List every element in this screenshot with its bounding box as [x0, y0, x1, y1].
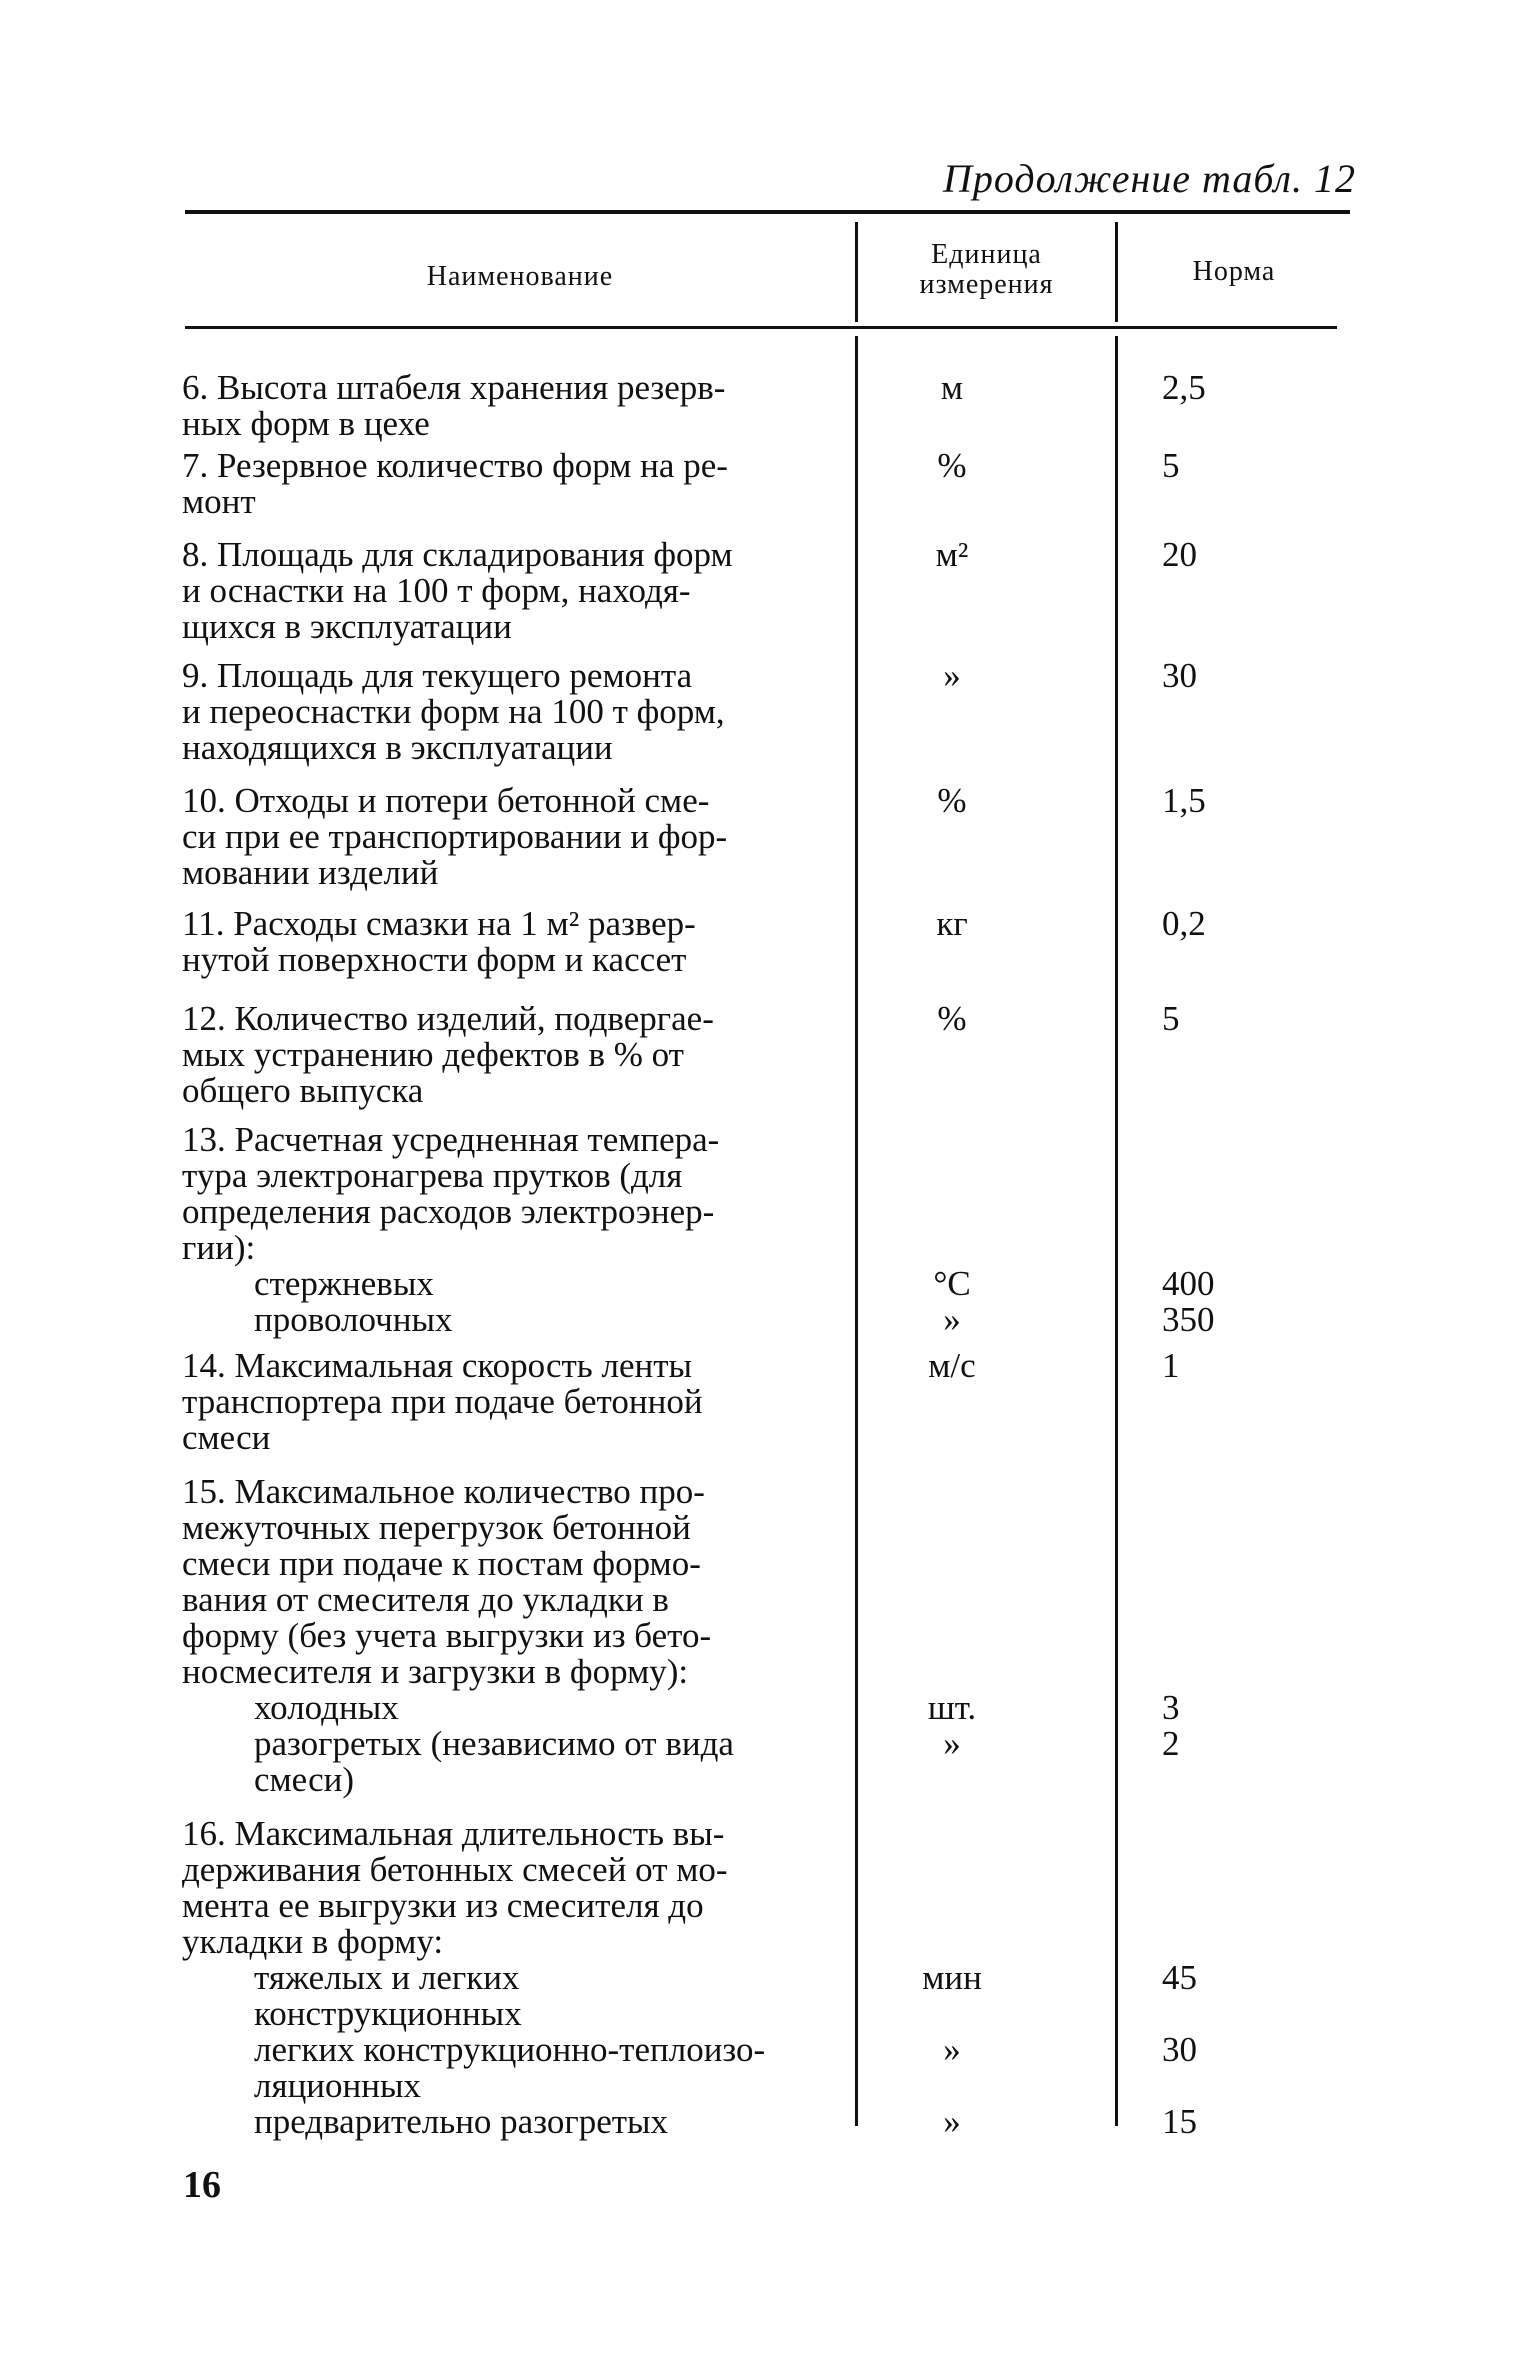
row-name-line: носмесителя и загрузки в форму):: [182, 1652, 689, 1691]
row-unit: %: [937, 446, 967, 485]
row-norm: 1: [1162, 1346, 1180, 1385]
row-unit: %: [937, 999, 967, 1038]
row-name-line: определения расходов электроэнер-: [182, 1192, 715, 1231]
header-name: Наименование: [426, 261, 614, 292]
row-unit: м/с: [928, 1346, 976, 1385]
row-name: [182, 1816, 822, 2140]
row-name-line: тура электронагрева прутков (для: [182, 1156, 683, 1195]
row-unit: м²: [935, 535, 969, 574]
row-name-line: находящихся в эксплуатации: [182, 728, 613, 767]
row-name-line: форму (без учета выгрузки из бето-: [182, 1616, 712, 1655]
row-name-line: и переоснастки форм на 100 т форм,: [182, 692, 725, 731]
row-name: [182, 658, 822, 766]
row-name: [182, 1122, 822, 1338]
row-sub-label: легких конструкционно-теплоизо-: [254, 2030, 766, 2069]
row-name-line: транспортера при подаче бетонной: [182, 1382, 703, 1421]
row-norm: 0,2: [1162, 904, 1206, 943]
row-sub-label: холодных: [254, 1688, 399, 1727]
row-name-line: щихся в эксплуатации: [182, 607, 512, 646]
row-name-line: мых устранению дефектов в % от: [182, 1035, 684, 1074]
row-sub-label: проволочных: [254, 1300, 453, 1339]
row-sub-label: тяжелых и легких: [254, 1958, 520, 1997]
header-norm: Норма: [1192, 256, 1276, 287]
row-sub-unit: шт.: [927, 1688, 977, 1727]
row-sub-label: разогретых (независимо от вида: [254, 1724, 734, 1763]
row-name-line: 6. Высота штабеля хранения резерв-: [182, 368, 726, 407]
row-sub-label: стержневых: [254, 1264, 434, 1303]
row-sub-norm: 400: [1162, 1264, 1215, 1303]
row-sub-unit: »: [943, 1300, 961, 1339]
row-norm: 30: [1162, 656, 1197, 695]
row-sub-unit: »: [943, 2102, 961, 2141]
row-name-line: ных форм в цехе: [182, 404, 430, 443]
row-name-line: монт: [182, 482, 256, 521]
row-name-line: 16. Максимальная длительность вы-: [182, 1814, 725, 1853]
row-name: [182, 448, 822, 520]
row-name-line: держивания бетонных смесей от мо-: [182, 1850, 728, 1889]
row-name: [182, 1001, 822, 1109]
row-name-line: общего выпуска: [182, 1071, 424, 1110]
row-sub-label-cont: конструкционных: [254, 1994, 522, 2033]
page-number: 16: [183, 2164, 221, 2206]
row-name-line: 8. Площадь для складирования форм: [182, 535, 733, 574]
row-unit: »: [943, 656, 961, 695]
body-divider-2: [1115, 336, 1118, 2126]
row-norm: 1,5: [1162, 781, 1206, 820]
row-sub-norm: 30: [1162, 2030, 1197, 2069]
row-name-line: 9. Площадь для текущего ремонта: [182, 656, 693, 695]
header-unit-line2: измерения: [919, 269, 1054, 300]
row-name-line: вания от смесителя до укладки в: [182, 1580, 669, 1619]
row-sub-label-cont: ляционных: [254, 2066, 422, 2105]
row-sub-label-cont: смеси): [254, 1760, 355, 1799]
row-name-line: межуточных перегрузок бетонной: [182, 1508, 691, 1547]
table-continuation-label: Продолжение табл. 12: [942, 156, 1356, 201]
row-name-line: смеси при подаче к постам формо-: [182, 1544, 701, 1583]
row-name: [182, 783, 822, 891]
row-norm: 2,5: [1162, 368, 1206, 407]
row-name: [182, 1348, 822, 1456]
row-norm: 5: [1162, 999, 1180, 1038]
row-name-line: мовании изделий: [182, 853, 439, 892]
row-sub-norm: 3: [1162, 1688, 1180, 1727]
row-sub-norm: 2: [1162, 1724, 1180, 1763]
row-sub-norm: 45: [1162, 1958, 1197, 1997]
row-norm: 20: [1162, 535, 1197, 574]
table-header-rule: [185, 326, 1337, 329]
row-unit: м: [940, 368, 964, 407]
row-name-line: 15. Максимальное количество про-: [182, 1472, 705, 1511]
row-sub-norm: 350: [1162, 1300, 1215, 1339]
row-sub-unit: »: [943, 1724, 961, 1763]
row-name-line: укладки в форму:: [182, 1922, 444, 1961]
header-unit: [858, 240, 1115, 300]
row-name: [182, 370, 822, 442]
row-name: [182, 537, 822, 645]
row-name-line: 14. Максимальная скорость ленты: [182, 1346, 693, 1385]
row-sub-unit: »: [943, 2030, 961, 2069]
body-divider-1: [855, 336, 858, 2126]
row-name-line: 10. Отходы и потери бетонной сме-: [182, 781, 710, 820]
row-name-line: 12. Количество изделий, подвергае-: [182, 999, 714, 1038]
row-sub-norm: 15: [1162, 2102, 1197, 2141]
row-name-line: и оснастки на 100 т форм, находя-: [182, 571, 691, 610]
row-name-line: нутой поверхности форм и кассет: [182, 940, 687, 979]
row-name: [182, 1474, 822, 1798]
row-name-line: си при ее транспортировании и фор-: [182, 817, 728, 856]
row-unit: кг: [936, 904, 968, 943]
table-top-rule: [185, 210, 1350, 214]
row-sub-label: предварительно разогретых: [254, 2102, 669, 2141]
row-unit: %: [937, 781, 967, 820]
row-name-line: 11. Расходы смазки на 1 м² развер-: [182, 904, 696, 943]
row-name-line: гии):: [182, 1228, 256, 1267]
row-sub-unit: мин: [922, 1958, 982, 1997]
row-name-line: 7. Резервное количество форм на ре-: [182, 446, 728, 485]
row-name-line: мента ее выгрузки из смесителя до: [182, 1886, 704, 1925]
row-name-line: 13. Расчетная усредненная темпера-: [182, 1120, 720, 1159]
row-name-line: смеси: [182, 1418, 271, 1457]
header-unit-line1: Единица: [931, 239, 1042, 270]
row-name: [182, 906, 822, 978]
row-norm: 5: [1162, 446, 1180, 485]
row-sub-unit: °С: [933, 1264, 971, 1303]
